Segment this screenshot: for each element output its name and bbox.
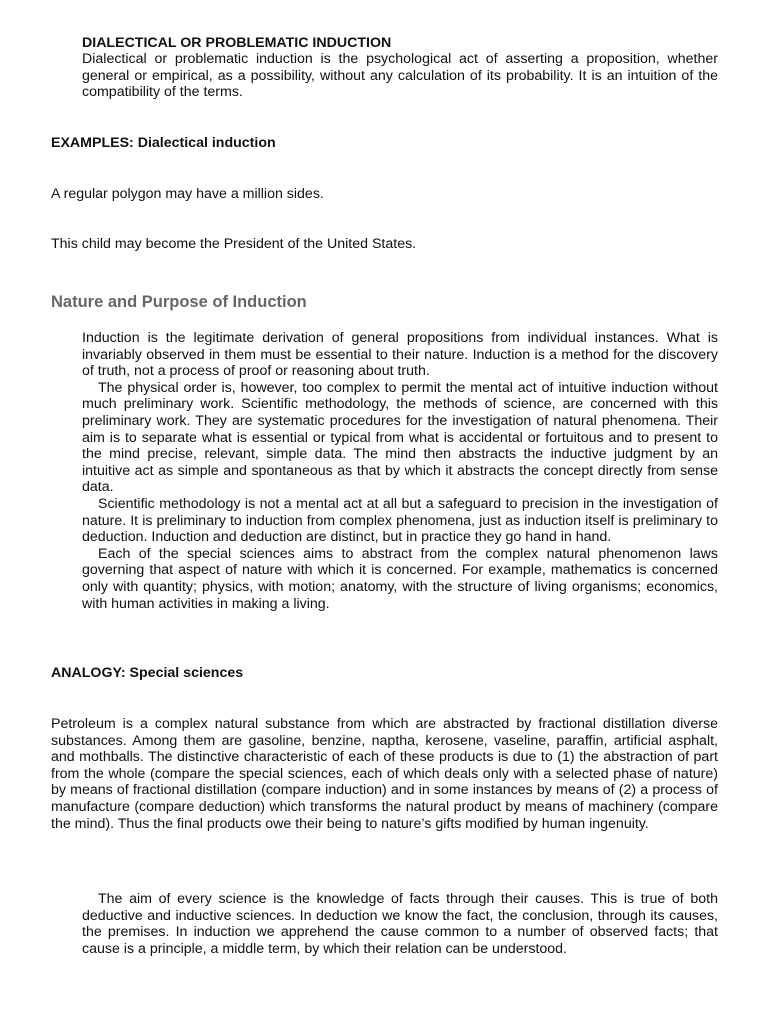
nature-paragraph: Each of the special sciences aims to abstract from the complex natural phenomenon laws governing that aspect of nature with which it is concerned. For example, mathematics is concerned only with quantity; physics, with motion; anatomy, with the structure of living organisms; economics, with human activities in making a living. <box>82 545 718 612</box>
nature-paragraph: Scientific methodology is not a mental act at all but a safeguard to precision in the investigation of nature. It is preliminary to induction from complex phenomena, just as induction itself is preliminary to deduction. Induction and deduction are distinct, but in practice they go hand in hand. <box>82 495 718 546</box>
example-item: A regular polygon may have a million sides. <box>51 186 324 202</box>
example-item: This child may become the President of the United States. <box>51 236 417 252</box>
section-heading-dialectical-induction: DIALECTICAL OR PROBLEMATIC INDUCTION <box>82 35 392 51</box>
nature-purpose-heading: Nature and Purpose of Induction <box>51 293 307 311</box>
nature-paragraph: The physical order is, however, too complex to permit the mental act of intuitive induction without much preliminary work. Scientific methodology, the methods of science, are concerned with this preliminary work. They are systematic procedures for the investigation of natural phenomena. Their aim is to separate what is essential or typical from what is accidental or fortuitous and to present to the mind precise, relevant, simple data. The mind then abstracts the inductive judgment by an intuitive act as simple and spontaneous as that by which it abstracts the concept directly from sense data. <box>82 379 718 496</box>
nature-purpose-body <box>82 330 718 612</box>
examples-heading: EXAMPLES: Dialectical induction <box>51 135 276 151</box>
analogy-heading: ANALOGY: Special sciences <box>51 665 244 681</box>
nature-paragraph: Induction is the legitimate derivation of general propositions from individual instances. What is invariably observed in them must be essential to their nature. Induction is a method for the discovery of truth, not a process of proof or reasoning about truth. <box>82 330 718 380</box>
analogy-paragraph: Petroleum is a complex natural substance from which are abstracted by fractional distillation diverse substances. Among them are gasoline, benzine, naptha, kerosene, vaseline, paraffin, artificial asphalt, and mothballs. The distinctive characteristic of each of these products is due to (1) the abstraction of part from the whole (compare the special sciences, each of which deals only with a selected phase of nature) by means of fractional distillation (compare induction) and in some instances by means of (2) a process of manufacture (compare deduction) which transforms the natural product by means of machinery (compare the mind). Thus the final products owe their being to nature’s gifts modified by human ingenuity. <box>51 716 718 832</box>
dialectical-induction-paragraph: Dialectical or problematic induction is the psychological act of asserting a proposition, whether general or empirical, as a possibility, without any calculation of its probability. It is an intuition of the compatibility of the terms. <box>82 51 718 101</box>
closing-paragraph: The aim of every science is the knowledge of facts through their causes. This is true of both deductive and inductive sciences. In deduction we know the fact, the conclusion, through its causes, the premises. In induction we apprehend the cause common to a number of observed facts; that cause is a principle, a middle term, by which their relation can be understood. <box>82 891 718 957</box>
